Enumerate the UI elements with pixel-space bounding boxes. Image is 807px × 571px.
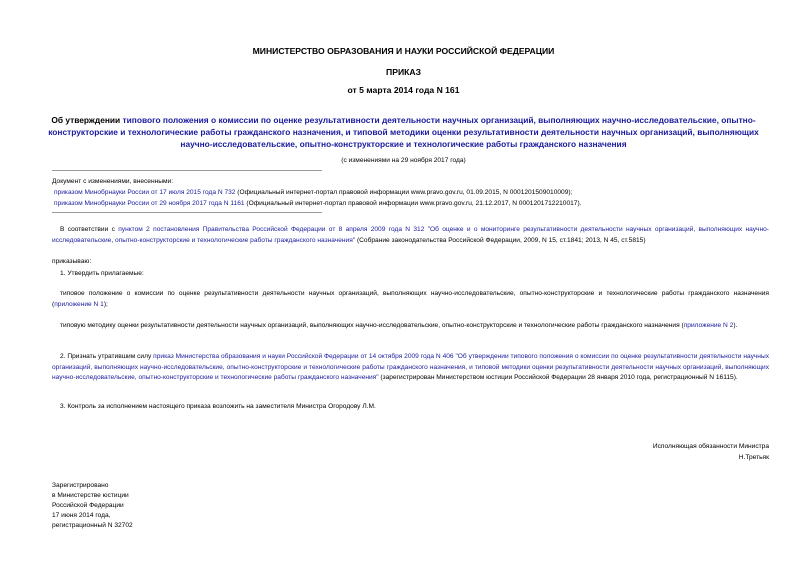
- order-word: приказываю:: [52, 258, 92, 265]
- registration-line: регистрационный N 32702: [52, 522, 133, 529]
- preamble-link[interactable]: пунктом 2 постановления Правительства Российской Федерации от 8 апреля 2009 года N 312 "Об оценке и о мониторинге результативности деятельности научных организаций, выполняющих научно-исследовательские, опытно-конструкторские и технологические работы гражданского назначения": [52, 226, 769, 244]
- amendment-item: [52, 198, 752, 209]
- registration-line: Зарегистрировано: [52, 482, 109, 489]
- divider-bottom: [52, 212, 322, 213]
- preamble-paragraph: [52, 225, 769, 246]
- amendment-source: (Официальный интернет-портал правовой информации www.pravo.gov.ru, 21.12.2017, N 0001201712210017).: [244, 200, 582, 207]
- preamble-source: (Собрание законодательства Российской Федерации, 2009, N 15, ст.1841; 2013, N 45, ст.5815): [355, 236, 646, 244]
- signature-block: [450, 442, 769, 463]
- title-link[interactable]: типового положения о комиссии по оценке результативности деятельности научных организаций, выполняющих научно-исследовательские, опытно-конструкторские и технологические работы гражданского назначения, и типовой методики оценки результативности деятельности научных организаций, выполняющих научно-исследовательские, опытно-конструкторские и технологические работы гражданского назначения: [48, 115, 759, 149]
- title-prefix: Об утверждении: [51, 115, 123, 125]
- item-1-sub-2-text: типовую методику оценки результативности деятельности научных организаций, выполняющих научно-исследовательские, опытно-конструкторские и технологические работы гражданского назначения (: [60, 322, 684, 329]
- item-2-registration: (зарегистрирован Министерством юстиции Российской Федерации 28 января 2010 года, регистрационный N 16115).: [378, 374, 738, 381]
- amendment-source: (Официальный интернет-портал правовой информации www.pravo.gov.ru, 01.09.2015, N 0001201509010009);: [235, 189, 573, 196]
- amendment-link[interactable]: приказом Минобрнауки России от 17 июля 2015 года N 732: [54, 189, 236, 196]
- item-1-sub-1: [52, 289, 769, 310]
- amendment-link[interactable]: приказом Минобрнауки России от 29 ноября 2017 года N 1161: [54, 200, 245, 207]
- document-type: ПРИКАЗ: [386, 67, 421, 77]
- signature-name: Н.Третьяк: [738, 453, 769, 461]
- item-1: 1. Утвердить прилагаемые:: [60, 270, 144, 277]
- changes-note: (с изменениями на 29 ноября 2017 года): [341, 157, 466, 164]
- item-1-sub-2: [52, 321, 769, 332]
- item-1-sub-2-end: ).: [733, 322, 738, 329]
- item-2-text: 2. Признать утратившим силу: [60, 353, 154, 360]
- registration-block: [52, 481, 352, 531]
- item-1-sub-1-text: типовое положение о комиссии по оценке результативности деятельности научных организаций, выполняющих научно-исследовательские, опытно-конструкторские и технологические работы гражданского назначения (: [52, 290, 769, 308]
- appendix-2-link[interactable]: приложение N 2: [683, 322, 734, 329]
- amendment-item: [52, 187, 752, 198]
- item-2: [52, 352, 769, 384]
- item-1-sub-1-end: );: [103, 300, 108, 308]
- registration-line: Российской Федерации: [52, 502, 124, 509]
- preamble-text: В соответствии с: [60, 226, 119, 233]
- ministry-heading: МИНИСТЕРСТВО ОБРАЗОВАНИЯ И НАУКИ РОССИЙСКОЙ ФЕДЕРАЦИИ: [252, 46, 555, 56]
- appendix-1-link[interactable]: приложение N 1: [54, 300, 104, 308]
- signature-position: Исполняющая обязанности Министра: [652, 443, 769, 450]
- divider-top: [52, 170, 322, 171]
- registration-line: 17 июня 2014 года,: [52, 512, 111, 519]
- repealed-order-link[interactable]: приказ Министерства образования и науки Российской Федерации от 14 октября 2009 года N 406 "Об утверждении типового положения о комиссии по оценке результативности деятельности научных организаций, выполняющих научно-исследовательские, опытно-конструкторские и технологические работы гражданского назначения, и типовой методики оценки результативности деятельности научных организаций, выполняющих научно-исследовательские, опытно-конструкторские и технологические работы гражданского назначения": [52, 353, 769, 381]
- amendments-block: [52, 176, 752, 209]
- document-title: [36, 114, 771, 150]
- item-3: 3. Контроль за исполнением настоящего приказа возложить на заместителя Министра Огородову Л.М.: [60, 403, 376, 410]
- registration-line: в Министерстве юстиции: [52, 492, 129, 499]
- document-date-number: от 5 марта 2014 года N 161: [347, 85, 460, 95]
- amendments-heading: Документ с изменениями, внесенными:: [52, 178, 174, 185]
